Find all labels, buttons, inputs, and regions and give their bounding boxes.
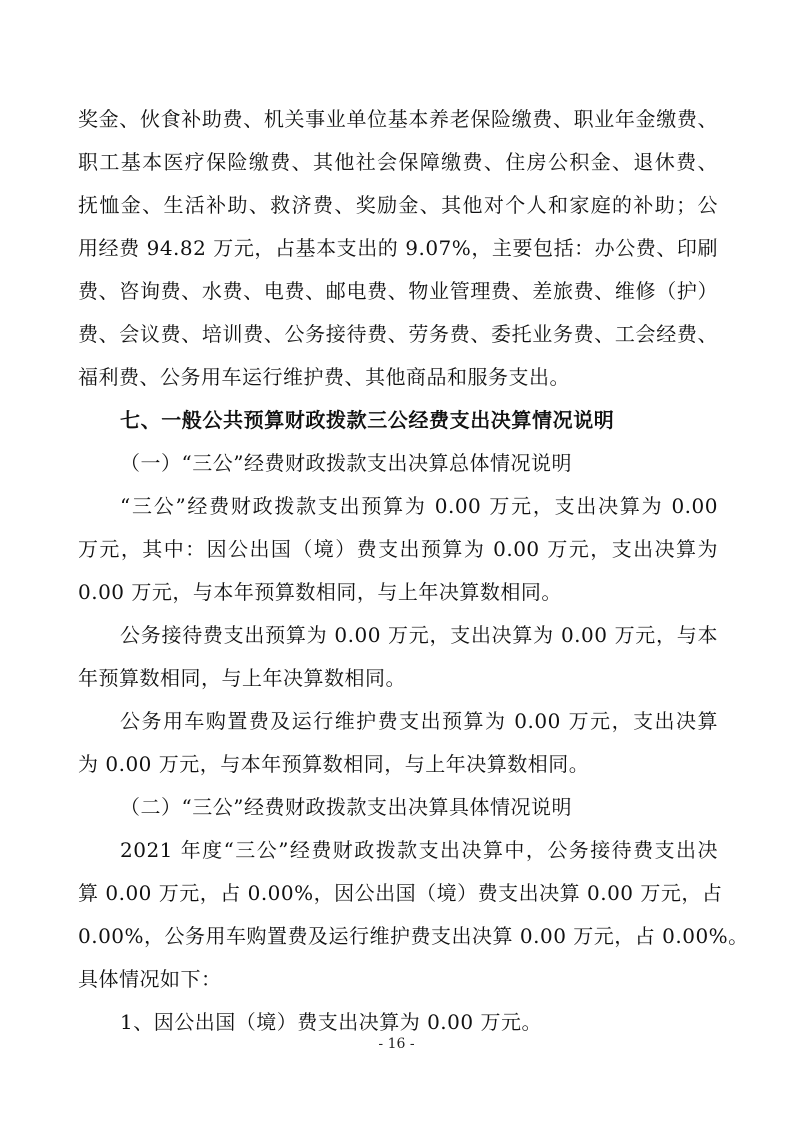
section-heading-7: 七、一般公共预算财政拨款三公经费支出决算情况说明 [120, 408, 615, 432]
body-line-14: 年预算数相同，与上年决算数相同。 [78, 666, 406, 690]
subsection-heading-2: （二）“三公”经费财政拨款支出决算具体情况说明 [120, 795, 572, 819]
body-line-4: 用经费 94.82 万元，占基本支出的 9.07%，主要包括：办公费、印刷 [78, 236, 718, 260]
body-line-3: 抚恤金、生活补助、救济费、奖励金、其他对个人和家庭的补助；公 [78, 193, 718, 217]
body-line-16: 为 0.00 万元，与本年预算数相同，与上年决算数相同。 [78, 752, 590, 776]
body-line-10: “三公”经费财政拨款支出预算为 0.00 万元，支出决算为 0.00 [120, 494, 718, 518]
body-line-13: 公务接待费支出预算为 0.00 万元，支出决算为 0.00 万元，与本 [120, 623, 718, 647]
body-line-7: 福利费、公务用车运行维护费、其他商品和服务支出。 [78, 365, 570, 389]
document-body [78, 98, 749, 1044]
body-line-12: 0.00 万元，与本年预算数相同，与上年决算数相同。 [78, 580, 562, 604]
body-line-6: 费、会议费、培训费、公务接待费、劳务费、委托业务费、工会经费、 [78, 322, 718, 346]
subsection-heading-1: （一）“三公”经费财政拨款支出决算总体情况说明 [120, 451, 572, 475]
body-line-2: 职工基本医疗保险缴费、其他社会保障缴费、住房公积金、退休费、 [78, 150, 718, 174]
body-line-5: 费、咨询费、水费、电费、邮电费、物业管理费、差旅费、维修（护） [78, 279, 718, 303]
body-line-18: 2021 年度“三公”经费财政拨款支出决算中，公务接待费支出决 [120, 838, 718, 862]
body-line-15: 公务用车购置费及运行维护费支出预算为 0.00 万元，支出决算 [120, 709, 718, 733]
body-line-11: 万元，其中：因公出国（境）费支出预算为 0.00 万元，支出决算为 [78, 537, 718, 561]
body-line-21: 具体情况如下： [78, 967, 222, 991]
page-number: - 16 - [378, 1036, 415, 1052]
body-line-19: 算 0.00 万元，占 0.00%，因公出国（境）费支出决算 0.00 万元，占 [78, 881, 723, 905]
body-line-1: 奖金、伙食补助费、机关事业单位基本养老保险缴费、职业年金缴费、 [78, 107, 718, 131]
body-line-22: 1、因公出国（境）费支出决算为 0.00 万元。 [120, 1010, 542, 1034]
body-line-20: 0.00%，公务用车购置费及运行维护费支出决算 0.00 万元，占 0.00%。 [78, 924, 749, 948]
